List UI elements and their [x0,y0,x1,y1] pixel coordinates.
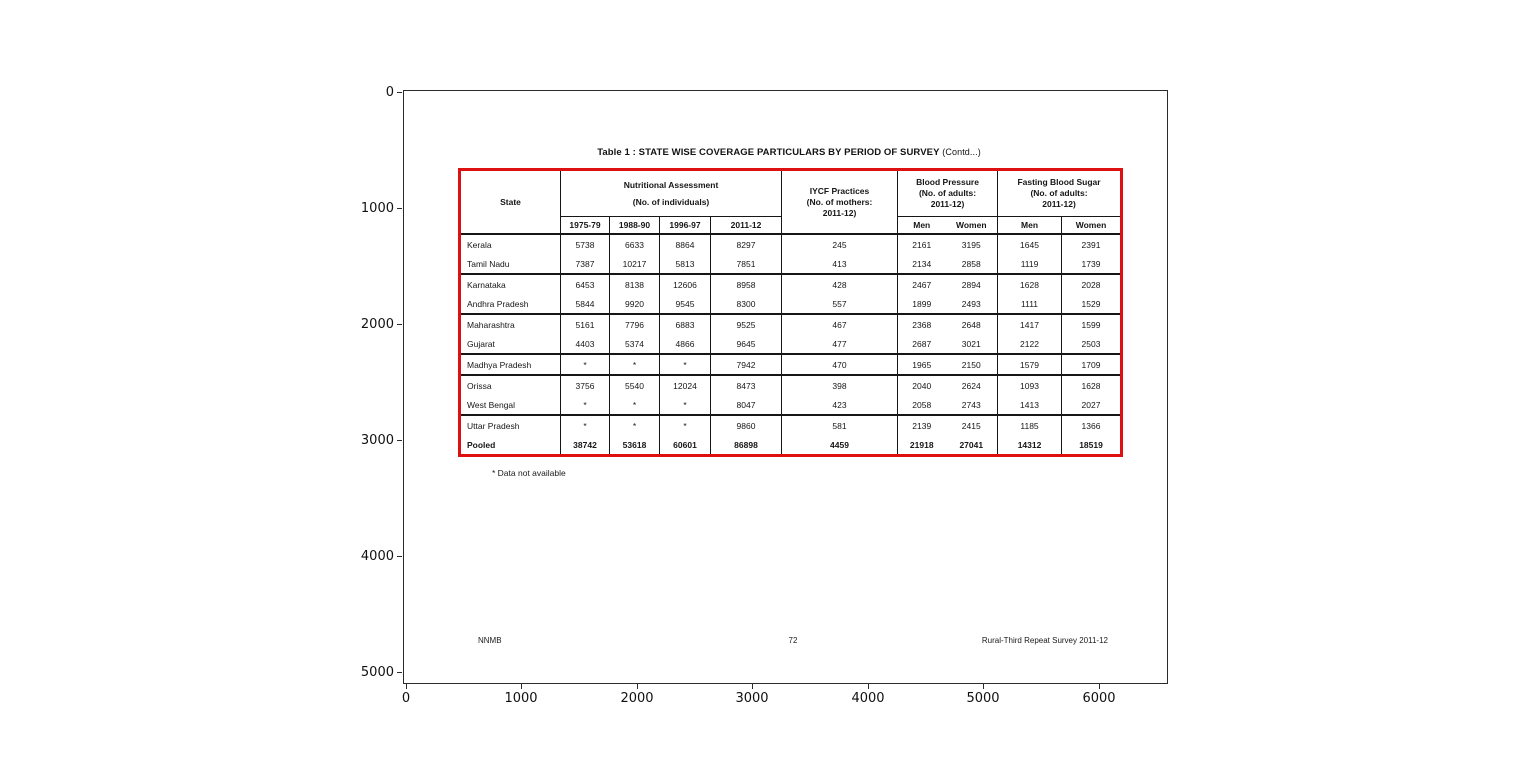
value-cell: 8958 [711,274,782,294]
x-tick-label: 2000 [620,691,654,706]
value-cell: 2648 [961,319,981,330]
value-cell: 2122 [998,334,1062,354]
value-cell: 2134 [898,254,946,274]
y-tick-label: 2000 [360,317,394,332]
value-cell: 1366 [1062,415,1122,435]
header-text: (No. of adults: [918,188,977,198]
value-cell: 7387 [561,254,610,274]
x-tick-mark [868,684,869,689]
value-cell: * [610,354,660,375]
header-bp-men: Men [898,217,946,235]
value-cell: 2894 [961,279,981,290]
document-title-main: Table 1 : STATE WISE COVERAGE PARTICULARS BY PERIOD OF SURVEY [597,147,940,158]
table-row [460,435,1122,456]
value-cell: 8473 [711,375,782,395]
state-name-cell: Maharashtra [467,319,515,330]
x-tick-mark [406,684,407,689]
value-cell: * [561,354,610,375]
table-row [460,415,1122,435]
value-cell: 2161 [898,234,946,254]
value-cell: 423 [782,395,898,415]
value-cell: 18519 [1062,435,1122,456]
x-tick-mark [983,684,984,689]
value-cell: 2503 [1062,334,1122,354]
value-cell: 1965 [898,354,946,375]
value-cell: 1709 [1062,354,1122,375]
value-cell: 2467 [898,274,946,294]
value-cell: 4403 [561,334,610,354]
value-cell: 9545 [660,294,711,314]
x-tick-label: 5000 [966,691,1000,706]
header-state: State [460,170,561,235]
value-cell: 2493 [946,294,998,314]
header-bp-women: Women [946,217,998,235]
state-name-cell: Madhya Pradesh [460,354,561,375]
state-name-cell: Gujarat [460,334,561,354]
x-tick-mark [521,684,522,689]
value-cell: * [660,354,711,375]
value-cell: 1628 [1062,375,1122,395]
x-tick-label: 6000 [1082,691,1116,706]
x-tick-mark [1099,684,1100,689]
state-name-cell: West Bengal [460,395,561,415]
y-tick-label: 5000 [360,665,394,680]
value-cell: * [610,415,660,435]
plot-area [360,85,1168,706]
value-cell: 5540 [610,375,660,395]
value-cell: 467 [782,314,898,334]
value-cell: 1417 [998,314,1062,334]
value-cell: 5844 [561,294,610,314]
value-cell: 470 [782,354,898,375]
value-cell: 2027 [1062,395,1122,415]
value-cell: 245 [782,234,898,254]
value-cell: 8138 [610,274,660,294]
header-row-groups [460,170,1122,217]
table-row [460,334,1122,354]
value-cell: 1413 [998,395,1062,415]
header-fbs-women: Women [1062,217,1122,235]
y-tick-mark [397,440,402,441]
table-row [460,314,1122,334]
value-cell: 2687 [898,334,946,354]
value-cell: 1645 [998,234,1062,254]
value-cell: 1093 [998,375,1062,395]
document-title [458,147,1120,158]
value-cell: 9645 [711,334,782,354]
value-cell: 9860 [711,415,782,435]
header-text: 2011-12) [1042,199,1076,209]
value-cell: 3756 [561,375,610,395]
y-tick-label: 1000 [360,201,394,216]
header-text: (No. of mothers: [806,196,873,207]
value-cell: 1119 [998,254,1062,274]
value-cell: 8297 [711,234,782,254]
value-cell: 2058 [898,395,946,415]
table-row [460,234,1122,254]
value-cell: 38742 [561,435,610,456]
state-name-cell: Orissa [467,380,492,391]
value-cell: 2040 [898,375,946,395]
header-text: 2011-12) [822,207,857,218]
state-name-cell: Pooled [467,439,496,450]
data-not-available-footnote: * Data not available [492,468,566,478]
value-cell: 2139 [898,415,946,435]
table-row [460,395,1122,415]
value-cell: 581 [782,415,898,435]
value-cell: 5813 [660,254,711,274]
header-text: Nutritional Assessment [623,179,719,190]
footer-page-number: 72 [788,636,798,645]
state-name-cell: Andhra Pradesh [460,294,561,314]
value-cell: 9525 [711,314,782,334]
value-cell: 477 [782,334,898,354]
value-cell: 3195 [961,239,981,250]
footer-left-nnmb: NNMB [478,636,502,645]
value-cell: 1111 [998,294,1062,314]
value-cell: * [561,415,610,435]
y-tick-label: 0 [385,85,394,100]
value-cell: 2150 [946,354,998,375]
header-year: 1996-97 [660,217,711,235]
x-tick-mark [637,684,638,689]
value-cell: 6883 [660,314,711,334]
value-cell: 8047 [711,395,782,415]
header-text: Fasting Blood Sugar [1017,177,1101,187]
value-cell: 7796 [610,314,660,334]
value-cell: 53618 [610,435,660,456]
header-blood-pressure [898,170,998,217]
state-name-cell: Karnataka [467,279,506,290]
header-fasting-blood-sugar [998,170,1122,217]
header-iycf-practices [782,170,898,235]
value-cell: 2028 [1062,274,1122,294]
footer-right-survey: Rural-Third Repeat Survey 2011-12 [981,636,1108,645]
header-fbs-men: Men [998,217,1062,235]
value-cell: 27041 [959,439,984,450]
header-text: IYCF Practices [809,185,870,196]
value-cell: 2858 [946,254,998,274]
value-cell: 14312 [998,435,1062,456]
value-cell: 7851 [711,254,782,274]
value-cell: 5374 [610,334,660,354]
table-row [460,294,1122,314]
value-cell: 7942 [711,354,782,375]
header-text: (No. of individuals) [632,196,710,207]
state-name-cell: Tamil Nadu [460,254,561,274]
coverage-table [458,168,1123,457]
header-year: 2011-12 [711,217,782,235]
value-cell: 398 [782,375,898,395]
value-cell: 4866 [660,334,711,354]
y-tick-mark [397,556,402,557]
value-cell: * [561,395,610,415]
table-row [460,354,1122,375]
value-cell: 3021 [946,334,998,354]
value-cell: 86898 [711,435,782,456]
value-cell: 1599 [1062,314,1122,334]
value-cell: 2743 [946,395,998,415]
value-cell: 1739 [1062,254,1122,274]
value-cell: * [660,395,711,415]
x-tick-label: 4000 [851,691,885,706]
y-tick-mark [397,92,402,93]
value-cell: 1899 [898,294,946,314]
value-cell: 21918 [898,435,946,456]
header-nutritional-assessment [561,170,782,217]
value-cell: 2624 [961,380,981,391]
header-year: 1975-79 [561,217,610,235]
value-cell: 60601 [660,435,711,456]
value-cell: 12024 [660,375,711,395]
y-tick-mark [397,672,402,673]
value-cell: 557 [782,294,898,314]
y-tick-label: 4000 [360,549,394,564]
value-cell: 2391 [1062,234,1122,254]
value-cell: 9920 [610,294,660,314]
value-cell: 5738 [561,234,610,254]
x-tick-label: 0 [401,691,411,706]
y-tick-label: 3000 [360,433,394,448]
value-cell: 1579 [998,354,1062,375]
value-cell: 8300 [711,294,782,314]
value-cell: 5161 [561,314,610,334]
table-row [460,375,1122,395]
header-text: (No. of adults: [1030,188,1088,198]
table-body [460,234,1122,456]
value-cell: 1628 [998,274,1062,294]
y-tick-mark [397,208,402,209]
value-cell: 10217 [610,254,660,274]
value-cell: 12606 [660,274,711,294]
value-cell: 2415 [961,420,981,431]
y-tick-mark [397,324,402,325]
header-text: Blood Pressure [916,177,979,187]
header-year: 1988-90 [610,217,660,235]
value-cell: 2368 [898,314,946,334]
value-cell: * [660,415,711,435]
value-cell: 413 [782,254,898,274]
value-cell: 1529 [1062,294,1122,314]
value-cell: 1185 [998,415,1062,435]
value-cell: * [610,395,660,415]
x-tick-mark [752,684,753,689]
table-row [460,254,1122,274]
value-cell: 8864 [660,234,711,254]
value-cell: 6453 [561,274,610,294]
value-cell: 4459 [782,435,898,456]
page-footer [458,636,1120,645]
x-tick-label: 1000 [504,691,538,706]
document-title-suffix: (Contd...) [942,147,981,157]
x-tick-label: 3000 [735,691,769,706]
table-row [460,274,1122,294]
value-cell: 6633 [610,234,660,254]
state-name-cell: Uttar Pradesh [467,420,520,431]
header-text: 2011-12) [930,199,965,209]
value-cell: 428 [782,274,898,294]
state-name-cell: Kerala [467,239,492,250]
